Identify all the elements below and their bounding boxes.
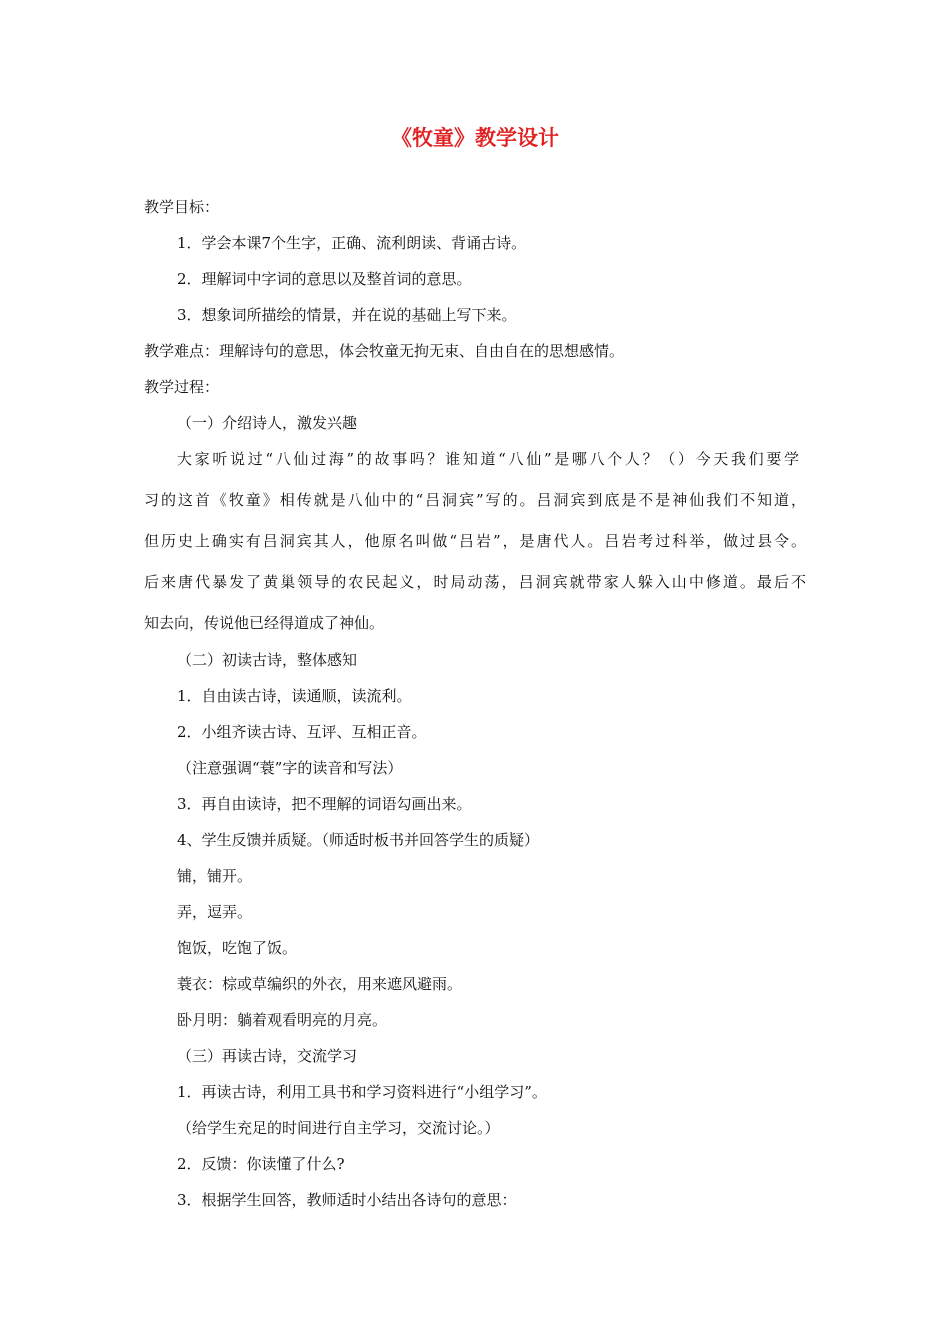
section2-item: 3．再自由读诗，把不理解的词语勾画出来。 xyxy=(177,795,472,813)
section2-heading: （二）初读古诗，整体感知 xyxy=(177,651,358,669)
section3-heading: （三）再读古诗，交流学习 xyxy=(177,1047,358,1065)
section3-item: 2．反馈：你读懂了什么? xyxy=(177,1155,345,1173)
section2-item: 2．小组齐读古诗、互评、互相正音。 xyxy=(177,723,427,741)
section2-item: 铺，铺开。 xyxy=(177,867,253,885)
section3-item: （给学生充足的时间进行自主学习，交流讨论。） xyxy=(177,1119,500,1137)
section3-item: 3．根据学生回答，教师适时小结出各诗句的意思： xyxy=(177,1191,517,1209)
difficulty-text: 教学难点：理解诗句的意思，体会牧童无拘无束、自由自在的思想感情。 xyxy=(144,342,625,360)
section2-item: 弄，逗弄。 xyxy=(177,903,253,921)
section2-item: 1．自由读古诗，读通顺，读流利。 xyxy=(177,687,412,705)
section1-paragraph-line: 大家听说过“八仙过海”的故事吗？谁知道“八仙”是哪八个人？（）今天我们要学 xyxy=(177,450,799,468)
process-heading: 教学过程： xyxy=(144,378,220,396)
goal-item: 3．想象词所描绘的情景，并在说的基础上写下来。 xyxy=(177,306,517,324)
goals-heading: 教学目标： xyxy=(144,198,220,216)
section2-item: 4、学生反馈并质疑。（师适时板书并回答学生的质疑） xyxy=(177,831,540,849)
section1-paragraph-line: 但历史上确实有吕洞宾其人，他原名叫做“吕岩”，是唐代人。吕岩考过科举，做过县令。 xyxy=(144,532,806,550)
section1-paragraph-line: 习的这首《牧童》相传就是八仙中的“吕洞宾”写的。吕洞宾到底是不是神仙我们不知道， xyxy=(144,491,806,509)
section2-item: 卧月明：躺着观看明亮的月亮。 xyxy=(177,1011,388,1029)
section2-item: （注意强调“蓑”字的读音和写法） xyxy=(177,759,403,777)
section2-item: 蓑衣：棕或草编织的外衣，用来遮风避雨。 xyxy=(177,975,463,993)
section1-paragraph-line: 后来唐代暴发了黄巢领导的农民起义，时局动荡，吕洞宾就带家人躲入山中修道。最后不 xyxy=(144,573,806,591)
goal-item: 1．学会本课7个生字，正确、流利朗读、背诵古诗。 xyxy=(177,234,527,252)
document-title: 《牧童》教学设计 xyxy=(391,125,559,150)
goal-item: 2．理解词中字词的意思以及整首词的意思。 xyxy=(177,270,472,288)
section1-heading: （一）介绍诗人，激发兴趣 xyxy=(177,414,358,432)
section3-item: 1．再读古诗，利用工具书和学习资料进行“小组学习”。 xyxy=(177,1083,547,1101)
section1-paragraph-line: 知去向，传说他已经得道成了神仙。 xyxy=(144,614,385,632)
section2-item: 饱饭，吃饱了饭。 xyxy=(177,939,298,957)
